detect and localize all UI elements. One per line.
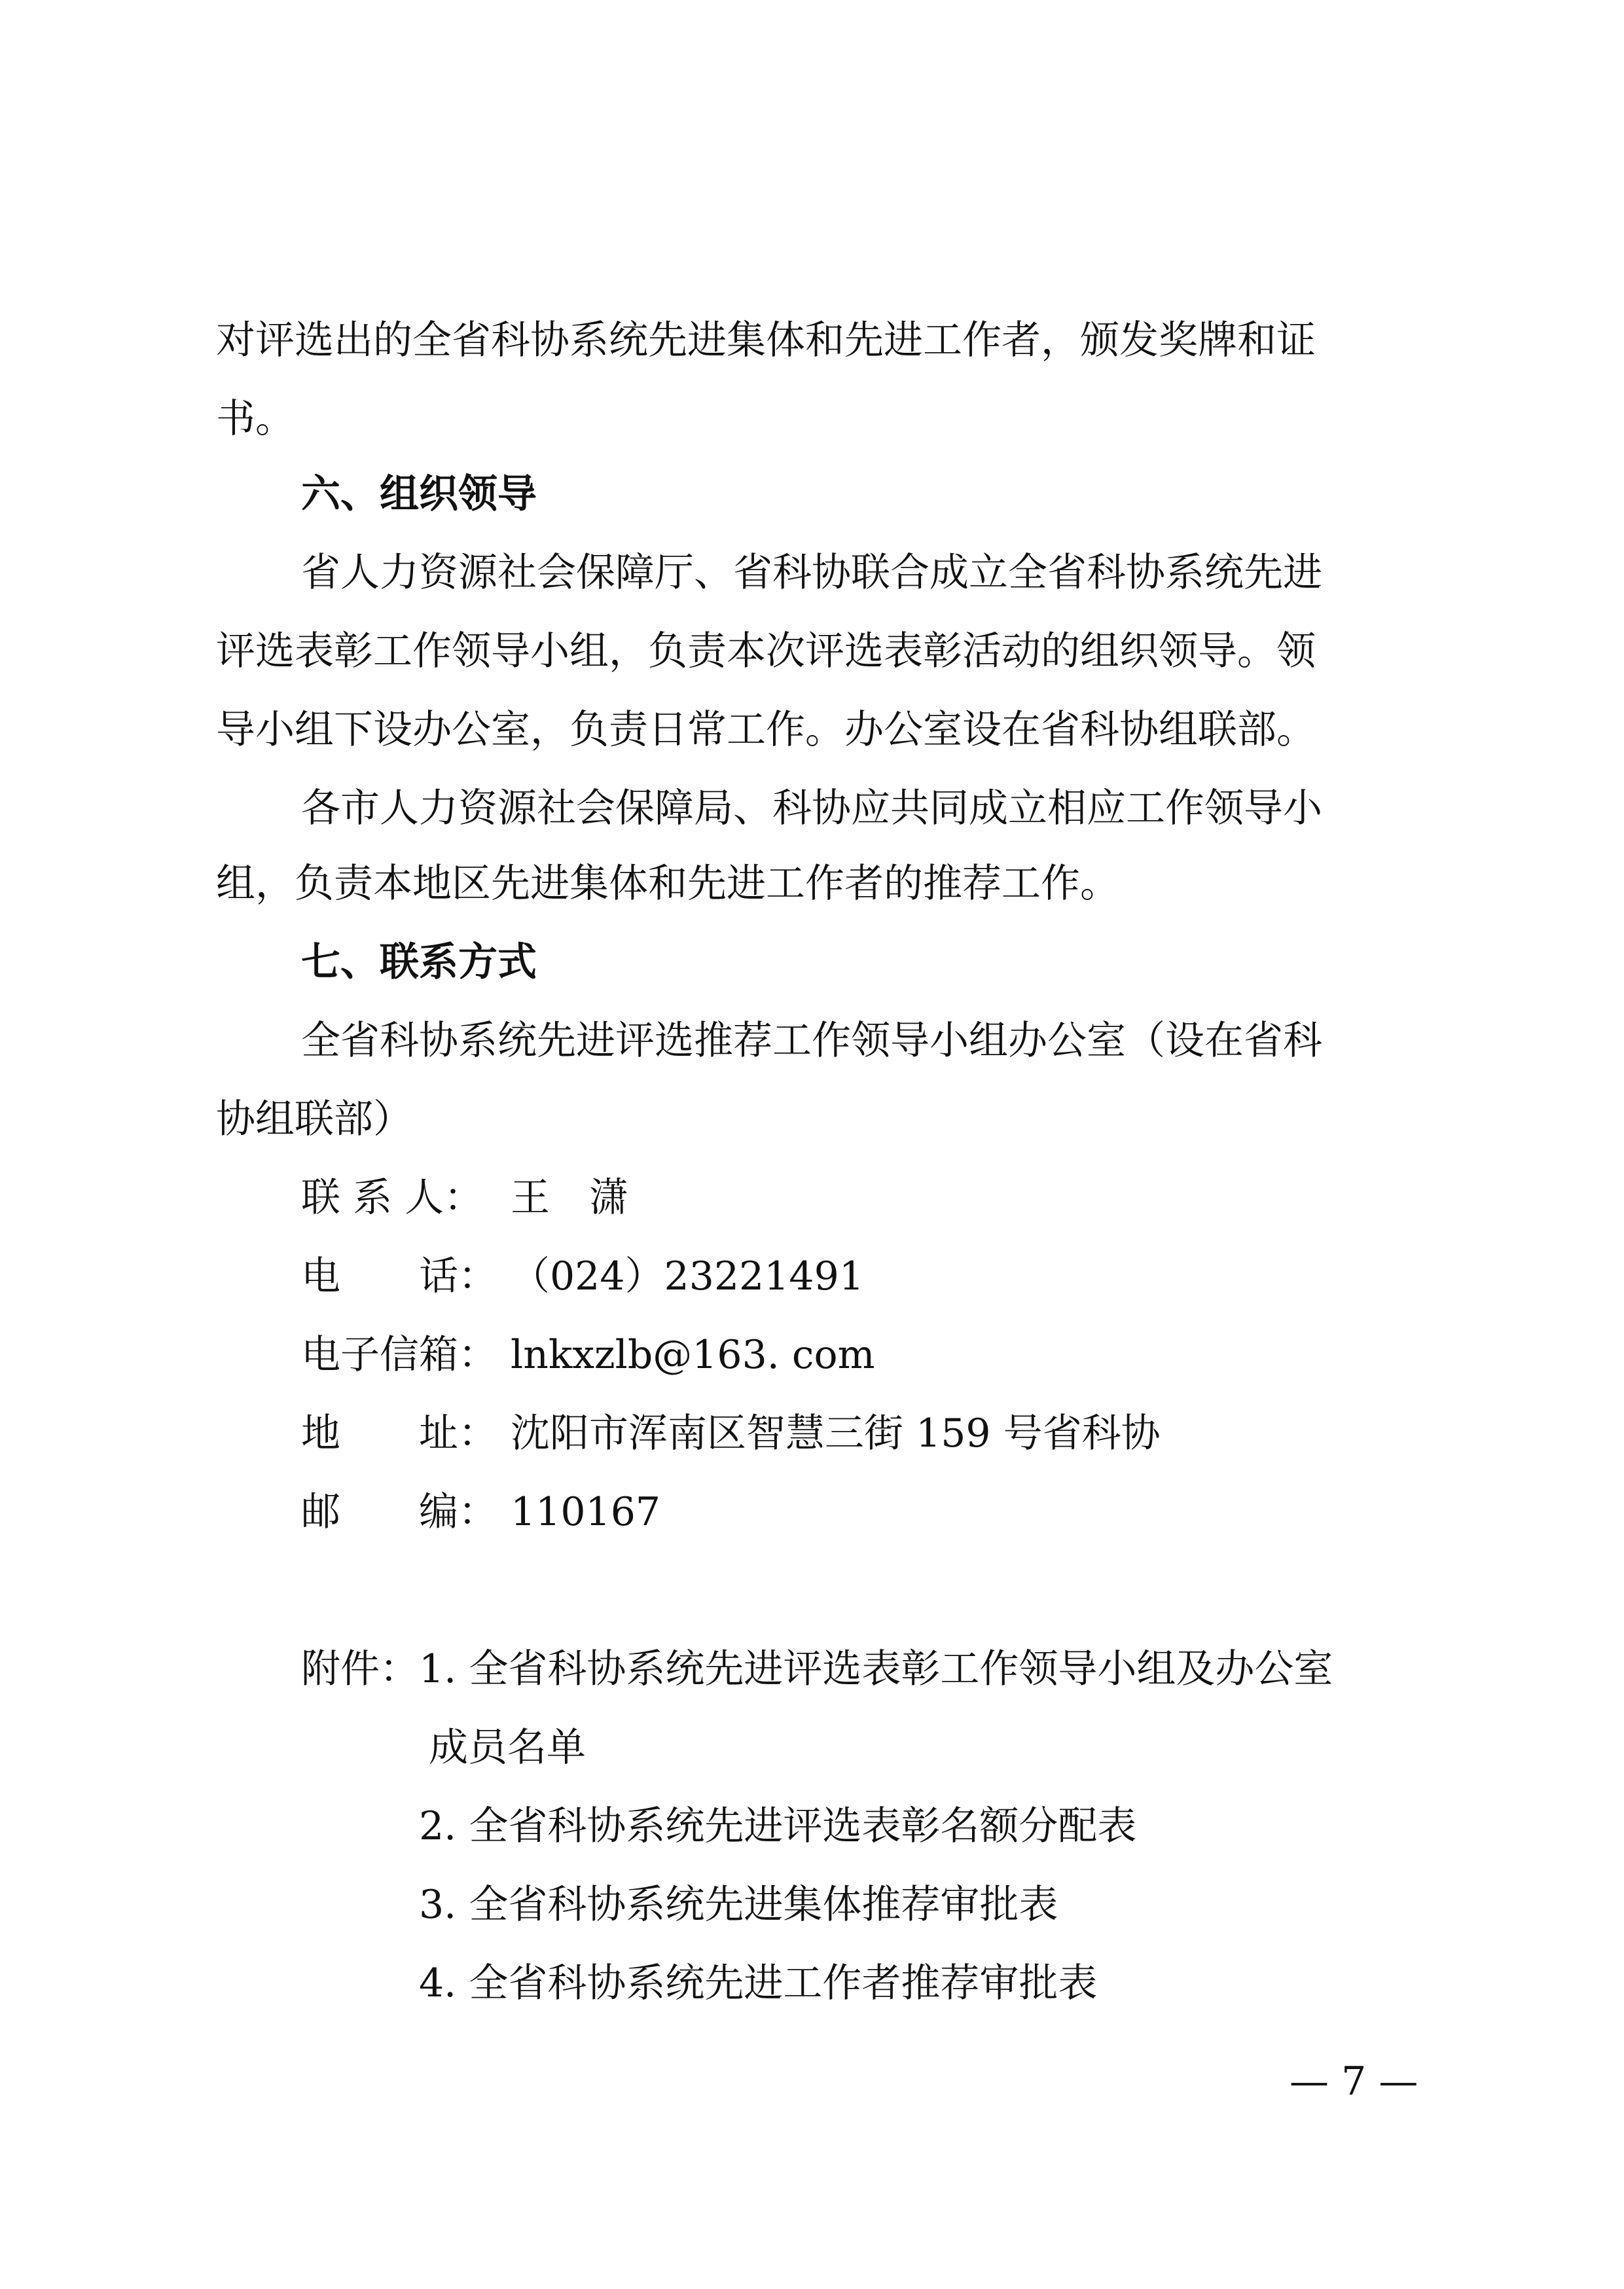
page-number: — 7 — — [1290, 2059, 1418, 2104]
section-6-p2-line-2: 组，负责本地区先进集体和先进工作者的推荐工作。 — [216, 861, 1119, 907]
contact-address-label: 地 址： — [301, 1411, 497, 1456]
section-6-p1-line-2: 评选表彰工作领导小组，负责本次评选表彰活动的组织领导。领 — [216, 628, 1316, 674]
contact-postcode-value: 110167 — [511, 1489, 661, 1535]
contact-person-value: 王 潇 — [511, 1175, 628, 1221]
contact-address-row — [301, 1407, 1161, 1460]
contact-postcode-row — [301, 1486, 660, 1538]
attachment-item-1: 1. 全省科协系统先进评选表彰工作领导小组及办公室 — [419, 1646, 1333, 1692]
attachment-item-2: 2. 全省科协系统先进评选表彰名额分配表 — [419, 1803, 1137, 1849]
section-6-p1-line-3: 导小组下设办公室，负责日常工作。办公室设在省科协组联部。 — [216, 707, 1316, 753]
attachment-row-1 — [301, 1643, 1333, 1695]
attachment-item-1-continuation: 成员名单 — [429, 1725, 586, 1771]
contact-email-label: 电子信箱： — [301, 1332, 497, 1378]
contact-person-row — [301, 1172, 628, 1224]
section-6-heading: 六、组织领导 — [301, 471, 537, 517]
contact-postcode-label: 邮 编： — [301, 1489, 497, 1535]
section-7-heading: 七、联系方式 — [301, 939, 537, 985]
contact-email-value: lnkxzlb@163. com — [511, 1332, 875, 1378]
attachment-item-3: 3. 全省科协系统先进集体推荐审批表 — [419, 1882, 1058, 1928]
awards-line-2: 书。 — [216, 396, 295, 442]
section-6-p2-line-1: 各市人力资源社会保障局、科协应共同成立相应工作领导小 — [301, 785, 1322, 831]
attachments-prefix: 附件： — [301, 1646, 419, 1692]
contact-person-label: 联 系 人： — [301, 1175, 484, 1221]
contact-phone-row — [301, 1250, 864, 1303]
office-line-2: 协组联部） — [216, 1096, 412, 1142]
attachment-item-4: 4. 全省科协系统先进工作者推荐审批表 — [419, 1960, 1098, 2006]
section-6-p1-line-1: 省人力资源社会保障厅、省科协联合成立全省科协系统先进 — [301, 550, 1322, 596]
contact-phone-value: （024）23221491 — [511, 1253, 864, 1299]
office-line-1: 全省科协系统先进评选推荐工作领导小组办公室（设在省科 — [301, 1018, 1322, 1064]
contact-phone-label: 电 话： — [301, 1253, 497, 1299]
contact-address-value: 沈阳市浑南区智慧三街 159 号省科协 — [511, 1411, 1161, 1456]
contact-email-row — [301, 1329, 875, 1381]
awards-line-1: 对评选出的全省科协系统先进集体和先进工作者，颁发奖牌和证 — [216, 317, 1316, 363]
